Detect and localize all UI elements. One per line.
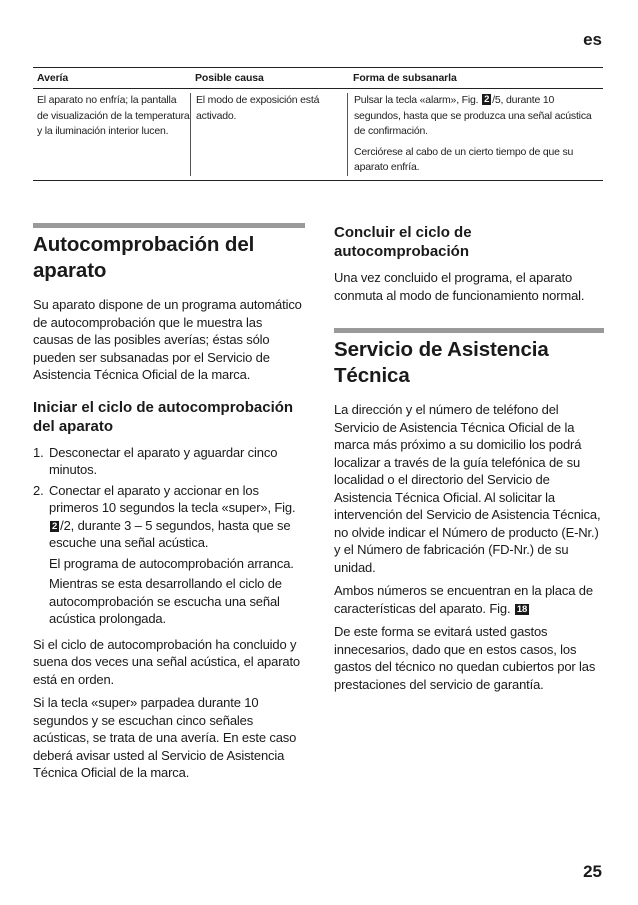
selftest-intro: Su aparato dispone de un programa automático de autocomprobación que le muestra las causas de las posibles averías; éstas sólo pueden ser subsanadas por el Servicio de Asistencia Técnica Oficial de la marca. [33, 297, 302, 382]
section-rule [334, 328, 604, 333]
section-rule [33, 223, 305, 228]
section-title-service: Servicio de Asistencia Técnica [334, 338, 549, 387]
figure-ref-badge: 18 [516, 603, 528, 615]
step-number: 2. [33, 482, 44, 498]
remedy-text: Pulsar la tecla «alarm», Fig. [354, 94, 479, 106]
table-header-row [33, 67, 603, 89]
service-paragraph-2 [334, 582, 604, 617]
section-title-selftest: Autocomprobación del aparato [33, 233, 255, 282]
remedy-text: /5, durante 10 segundos, hasta que se produzca una señal acústica de confirmación. [354, 94, 592, 137]
list-item [33, 444, 305, 479]
subsection-title-start: Iniciar el ciclo de autocomprobación del aparato [33, 398, 294, 435]
language-code: es [583, 30, 602, 49]
step-number: 1. [33, 444, 44, 460]
step-text: Desconectar el aparato y aguardar cinco minutos. [49, 444, 278, 477]
cell-fault: El aparato no enfría; la pantalla de visualización de la temperatura y la iluminación interior lucen. [37, 94, 190, 137]
result-fault-paragraph: Si la tecla «super» parpadea durante 10 segundos y se escuchan cinco señales acústicas, se trata de una avería. En este caso deberá avisar usted al Servicio de Asistencia Técnica Oficial de la marca. [33, 695, 297, 780]
step-text: /2, durante 3 – 5 segundos, hasta que se escuche una señal acústica. [49, 517, 291, 550]
header-cause: Posible causa [195, 72, 264, 84]
steps-list [33, 444, 305, 628]
header-fault: Avería [37, 72, 69, 84]
end-cycle-text: Una vez concluido el programa, el aparato conmuta al modo de funcionamiento normal. [334, 270, 585, 303]
cell-cause: El modo de exposición está activado. [190, 93, 347, 176]
service-paragraph-1: La dirección y el número de teléfono del Servicio de Asistencia Técnica Oficial de la marca más próximo a su domicilio los podrá localizar a través de la guía telefónica de su localidad o el directorio del Servicio de Asistencia Técnica Oficial. Al solicitar la intervención del Servicio de Asistencia Técnica, no olvide indicar el Número de producto (E-Nr.) y el Número de fabricación (FD-Nr.) de su unidad. [334, 402, 601, 575]
remedy-step-1 [354, 93, 603, 140]
table-row [33, 89, 603, 181]
trouble-table [33, 67, 603, 181]
service-text: Ambos números se encuentran en la placa de características del aparato. Fig. [334, 583, 593, 616]
cell-remedy [347, 93, 603, 176]
service-paragraph-3: De este forma se evitará usted gastos innecesarios, dado que en estos casos, los gastos del técnico no quedan cubiertos por las prestaciones del servicio de garantía. [334, 624, 596, 692]
result-ok-paragraph: Si el ciclo de autocomprobación ha concluido y suena dos veces una señal acústica, el aparato está en orden. [33, 636, 301, 687]
page-number: 25 [583, 862, 602, 881]
right-column [334, 223, 604, 699]
subsection-title-end: Concluir el ciclo de autocomprobación [334, 224, 472, 260]
header-remedy: Forma de subsanarla [353, 72, 457, 84]
remedy-step-2: Cerciórese al cabo de un cierto tiempo de que su aparato enfría. [354, 145, 574, 173]
step-note: Mientras se esta desarrollando el ciclo de autocomprobación se escucha una señal acústica prolongada. [49, 576, 282, 626]
figure-ref-badge: 2 [52, 520, 58, 532]
step-text: Conectar el aparato y accionar en los primeros 10 segundos la tecla «super», Fig. [49, 482, 296, 515]
figure-ref-badge: 2 [484, 94, 490, 105]
step-note: El programa de autocomprobación arranca. [49, 555, 294, 571]
list-item [33, 482, 305, 628]
left-column [33, 223, 305, 788]
